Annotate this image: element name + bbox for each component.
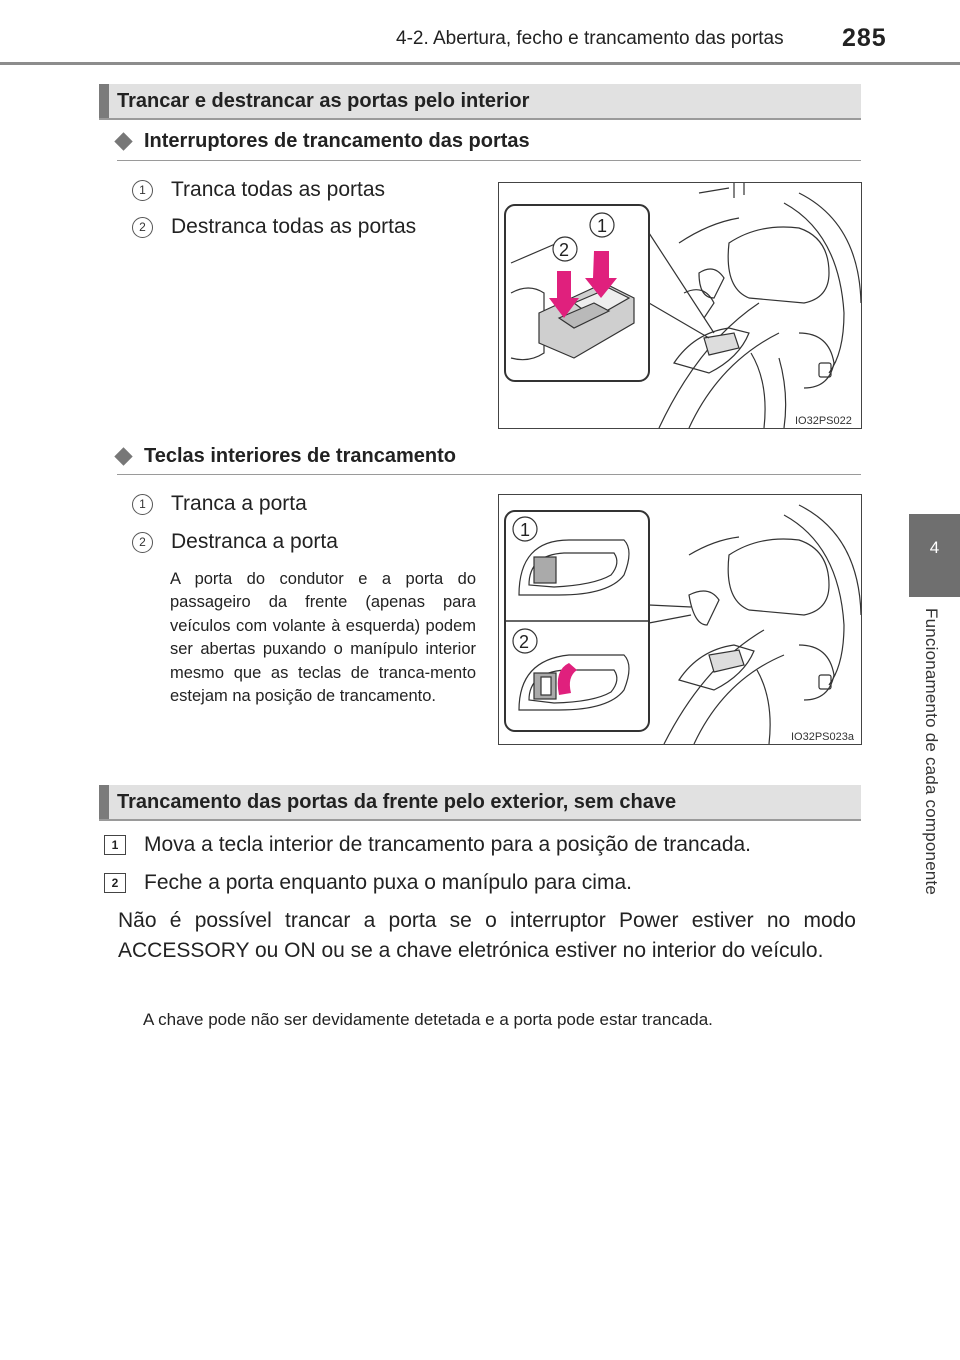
subsection-heading-switches	[117, 130, 530, 153]
diamond-bullet-icon	[114, 447, 132, 465]
step-number: 1	[104, 835, 126, 855]
step-item	[104, 871, 632, 895]
item-number: 1	[132, 494, 153, 515]
figure1-callout-2: 2	[559, 240, 570, 260]
step-number: 2	[104, 873, 126, 893]
note-text: A porta do condutor e a porta do passageiro da frente (apenas para veículos com volante à esquerda) podem ser abertas puxando o manípulo interior mesmo que as teclas de tranca-mento estejam na posição de trancamento.	[170, 570, 476, 706]
body-paragraph: Não é possível trancar a porta se o interruptor Power estiver no modo ACCESSORY ou ON ou se a chave eletrónica estiver no interior do veículo.	[118, 909, 856, 962]
chapter-tab-label: Funcionamento de cada componente	[922, 608, 941, 896]
item-text: Tranca todas as portas	[171, 178, 385, 201]
subsection-title: Interruptores de trancamento das portas	[144, 130, 530, 152]
figure-code: IO32PS022	[795, 415, 852, 427]
list-item	[132, 178, 385, 202]
step-item	[104, 833, 751, 857]
item-text: Destranca todas as portas	[171, 215, 417, 238]
section-bar-accent	[99, 84, 109, 118]
inner-lock-illustration	[499, 495, 861, 744]
figure1-callout-1: 1	[597, 216, 608, 236]
section-title: Trancar e destrancar as portas pelo interior	[117, 90, 530, 112]
subsection-heading-inner-lock-buttons	[117, 445, 456, 468]
list-item	[132, 530, 338, 554]
section-title: Trancamento das portas da frente pelo exterior, sem chave	[117, 791, 677, 813]
list-item	[132, 492, 307, 516]
list-item	[132, 215, 416, 239]
section-bar-interior	[99, 84, 861, 120]
section-bar-accent	[99, 785, 109, 819]
step-text: Mova a tecla interior de trancamento para a posição de trancada.	[144, 833, 752, 856]
subsection-title: Teclas interiores de trancamento	[144, 445, 456, 467]
subsection-rule	[117, 474, 861, 475]
running-header: 4-2. Abertura, fecho e trancamento das portas	[396, 28, 784, 49]
door-lock-switch-illustration	[499, 183, 861, 428]
item-number: 1	[132, 180, 153, 201]
diamond-bullet-icon	[114, 132, 132, 150]
page-number: 285	[842, 24, 887, 52]
section-bar-exterior	[99, 785, 861, 821]
figure-inner-lock-buttons	[498, 494, 862, 745]
item-number: 2	[132, 532, 153, 553]
step-text: Feche a porta enquanto puxa o manípulo para cima.	[144, 871, 632, 894]
chapter-tab-number: 4	[929, 538, 940, 557]
note-text: A chave pode não ser devidamente detetada e a porta pode estar trancada.	[143, 1010, 713, 1029]
figure2-callout-1: 1	[520, 520, 531, 540]
figure-code: IO32PS023a	[791, 731, 854, 743]
item-number: 2	[132, 217, 153, 238]
figure-door-lock-switch	[498, 182, 862, 429]
header-rule	[0, 62, 960, 65]
subsection-rule	[117, 160, 861, 161]
item-text: Tranca a porta	[171, 492, 307, 515]
item-text: Destranca a porta	[171, 530, 338, 553]
figure2-callout-2: 2	[519, 632, 530, 652]
